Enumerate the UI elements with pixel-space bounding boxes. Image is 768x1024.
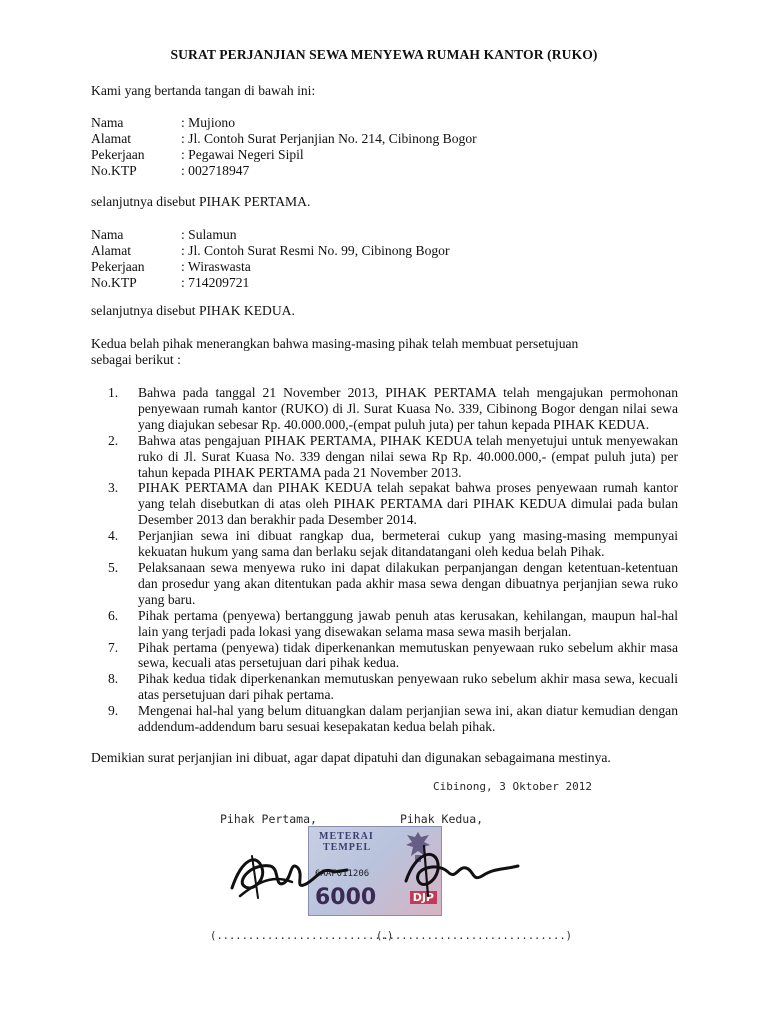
field-label: Nama: [91, 115, 124, 130]
clause-item: [108, 671, 678, 703]
party1-identity: [91, 115, 477, 179]
field-value: : Wiraswasta: [181, 259, 251, 274]
field-label: Pekerjaan: [91, 259, 145, 274]
clause-number: 3.: [108, 480, 119, 496]
field-label: No.KTP: [91, 275, 137, 290]
field-value: : 714209721: [181, 275, 250, 290]
clause-text: Bahwa atas pengajuan PIHAK PERTAMA, PIHAK KEDUA telah menyetujui untuk menyewakan ruko di Jl. Surat Kuasa No. 339 dengan nilai sewa Rp Rp. 40.000.000,- (empat puluh juta) per tahun kepada PIHAK PERTAMA pada 21 November 2013.: [138, 432, 678, 480]
party2-address-row: [91, 243, 450, 259]
clause-number: 4.: [108, 528, 119, 544]
clause-number: 1.: [108, 385, 119, 400]
field-value: : Mujiono: [181, 115, 236, 130]
stamp-mark: DJP: [410, 891, 437, 904]
clause-item: [108, 433, 678, 481]
document-title: SURAT PERJANJIAN SEWA MENYEWA RUMAH KANTOR (RUKO): [170, 47, 598, 62]
second-party-name-blank: (.............................): [376, 930, 572, 942]
place-date: Cibinong, 3 Oktober 2012: [433, 780, 592, 793]
clause-number: 6.: [108, 607, 119, 623]
second-party-label: Pihak Kedua,: [400, 812, 484, 826]
field-label: Alamat: [91, 243, 132, 258]
stamp-serial: 6AAF011206: [315, 869, 370, 879]
closing-statement: Demikian surat perjanjian ini dibuat, agar dapat dipatuhi dan digunakan sebagaimana mestinya.: [91, 750, 611, 765]
party2-name-row: [91, 227, 450, 243]
first-party-label: Pihak Pertama,: [220, 812, 317, 826]
second-party-signature: [398, 836, 528, 906]
party1-address-row: [91, 131, 477, 147]
stamp-value: 6000: [315, 885, 377, 910]
party1-ktp-row: [91, 163, 477, 179]
clause-text: Pelaksanaan sewa menyewa ruko ini dapat dilakukan perpanjangan dengan ketentuan-ketentuan dan prosedur yang akan ditentukan pada akhir masa sewa dengan dibuatnya perjanjian sewa ruko yang baru.: [138, 559, 678, 607]
clause-text: Mengenai hal-hal yang belum dituangkan dalam perjanjian sewa ini, akan diatur kemudian dengan addendum-addendum baru sesuai kesepakatan kedua belah pihak.: [138, 703, 678, 735]
agreement-intro: [91, 336, 578, 368]
intro-text: Kami yang bertanda tangan di bawah ini:: [91, 83, 316, 98]
field-value: : 002718947: [181, 163, 250, 178]
field-label: Nama: [91, 227, 124, 242]
stamp-line1: METERAI: [319, 831, 374, 842]
clause-number: 5.: [108, 559, 119, 575]
clause-text: Perjanjian sewa ini dibuat rangkap dua, bermeterai cukup yang masing-masing mempunyai kekuatan hukum yang sama dan berlaku sejak ditandatangani oleh kedua belah Pihak.: [138, 528, 678, 560]
field-value: : Jl. Contoh Surat Resmi No. 99, Cibinong Bogor: [181, 243, 450, 258]
field-value: : Sulamun: [181, 227, 237, 242]
clause-text: Bahwa pada tanggal 21 November 2013, PIHAK PERTAMA telah mengajukan permohonan penyewaan rumah kantor (RUKO) di Jl. Surat Kuasa No. 339, Cibinong Bogor dengan nilai sewa yang diajukan sebesar Rp. 40.000.000,-(empat puluh juta) per tahun kepada PIHAK KEDUA.: [138, 385, 678, 432]
clause-item: [108, 703, 678, 735]
clause-item: [108, 560, 678, 608]
agreement-intro-line: sebagai berikut :: [91, 352, 181, 367]
clause-item: [108, 480, 678, 528]
clause-item: [108, 640, 678, 672]
agreement-intro-line: Kedua belah pihak menerangkan bahwa masing-masing pihak telah membuat persetujuan: [91, 336, 579, 351]
clause-text: Pihak pertama (penyewa) tidak diperkenankan memutuskan penyewaan ruko sebelum akhir masa sewa, kecuali atas persetujuan dari pihak kedua.: [138, 639, 678, 671]
party2-ktp-row: [91, 275, 450, 291]
clause-text: PIHAK PERTAMA dan PIHAK KEDUA telah sepakat bahwa proses penyewaan rumah kantor yang telah disebutkan di atas oleh PIHAK PERTAMA dari PIHAK KEDUA dimulai pada bulan Desember 2013 dan berakhir pada Desember 2014.: [138, 480, 678, 528]
clause-text: Pihak pertama (penyewa) bertanggung jawab penuh atas kerusakan, kehilangan, maupun hal-hal lain yang terjadi pada lokasi yang disewakan selama masa sewa masih berjalan.: [138, 607, 678, 639]
clause-text: Pihak kedua tidak diperkenankan memutuskan penyewaan ruko sebelum akhir masa sewa, kecuali atas persetujuan dari pihak pertama.: [138, 671, 678, 703]
party1-designation: selanjutnya disebut PIHAK PERTAMA.: [91, 194, 311, 209]
party2-identity: [91, 227, 450, 291]
party1-name-row: [91, 115, 477, 131]
clause-number: 2.: [108, 432, 119, 448]
party2-occupation-row: [91, 259, 450, 275]
field-label: No.KTP: [91, 163, 137, 178]
party1-occupation-row: [91, 147, 477, 163]
field-value: : Pegawai Negeri Sipil: [181, 147, 304, 162]
field-value: : Jl. Contoh Surat Perjanjian No. 214, Cibinong Bogor: [181, 131, 477, 146]
first-party-signature: [222, 838, 352, 908]
clause-item: [108, 528, 678, 560]
clause-item: [108, 385, 678, 433]
clause-number: 7.: [108, 639, 119, 655]
stamp-line2: TEMPEL: [323, 842, 372, 853]
party2-designation: selanjutnya disebut PIHAK KEDUA.: [91, 303, 295, 318]
field-label: Pekerjaan: [91, 147, 145, 162]
clause-number: 9.: [108, 703, 119, 719]
clause-list: [108, 385, 678, 735]
first-party-name-blank: (...........................): [210, 930, 394, 942]
clause-item: [108, 608, 678, 640]
clause-number: 8.: [108, 671, 119, 687]
field-label: Alamat: [91, 131, 132, 146]
